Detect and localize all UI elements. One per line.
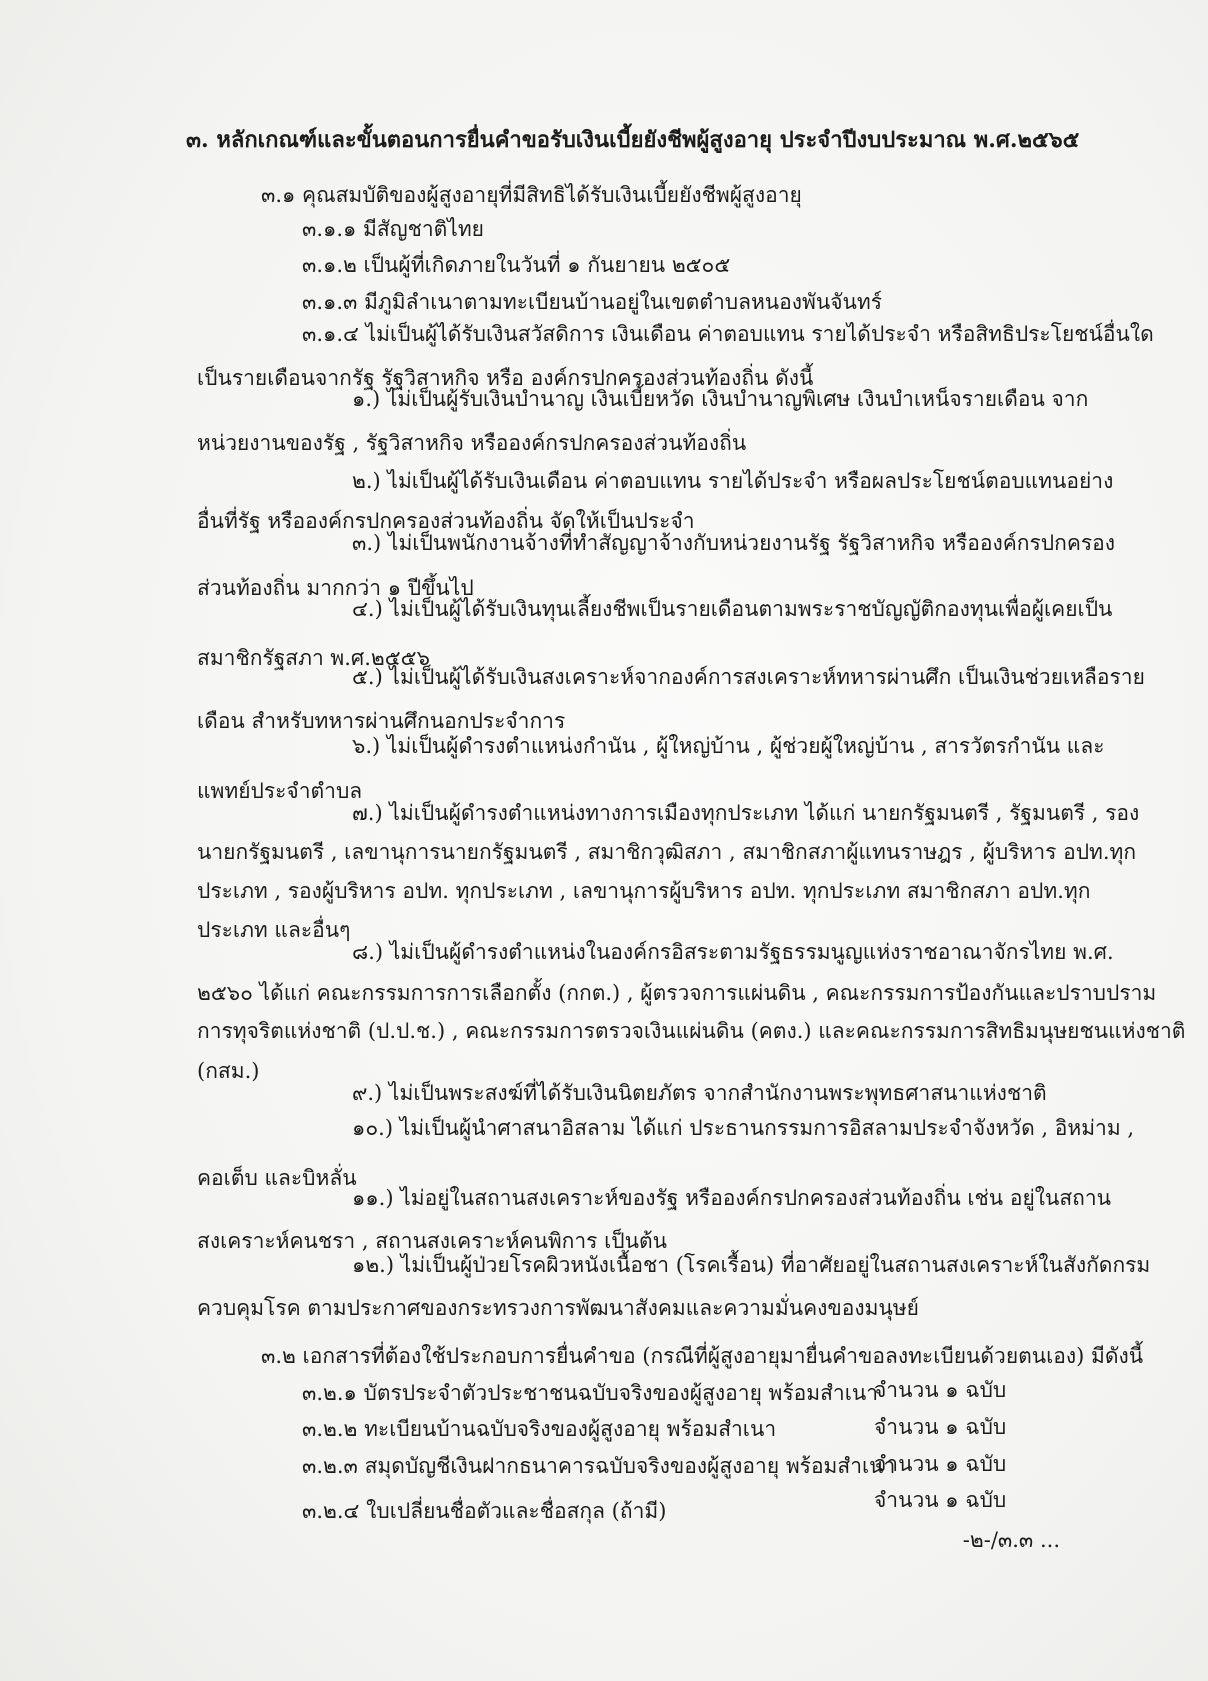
subitem-8-continuation-3: (กสม.): [197, 1059, 260, 1083]
subitem-12-continuation: ควบคุมโรค ตามประกาศของกระทรวงการพัฒนาสังคมและความมั่นคงของมนุษย์: [197, 1296, 919, 1320]
doc-3-2-1-quantity: จำนวน ๑ ฉบับ: [874, 1378, 1007, 1402]
subitem-11-continuation: สงเคราะห์คนชรา , สถานสงเคราะห์คนพิการ เป็นต้น: [197, 1229, 667, 1253]
subitem-7-continuation-1: นายกรัฐมนตรี , เลขานุการนายกรัฐมนตรี , สมาชิกวุฒิสภา , สมาชิกสภาผู้แทนราษฎร , ผู้บริหาร อปท.ทุก: [197, 840, 1137, 864]
subitem-8-continuation-1: ๒๕๖๐ ได้แก่ คณะกรรมการการเลือกตั้ง (กกต.) , ผู้ตรวจการแผ่นดิน , คณะกรรมการป้องกันและปราบปราม: [197, 981, 1157, 1005]
doc-3-2-4-label: ๓.๒.๔ ใบเปลี่ยนชื่อตัวและชื่อสกุล (ถ้ามี): [302, 1499, 667, 1523]
subitem-1-continuation: หน่วยงานของรัฐ , รัฐวิสาหกิจ หรือองค์กรปกครองส่วนท้องถิ่น: [197, 431, 747, 455]
subitem-5-continuation: เดือน สำหรับทหารผ่านศึกนอกประจำการ: [197, 709, 566, 733]
subitem-8-continuation-2: การทุจริตแห่งชาติ (ป.ป.ช.) , คณะกรรมการตรวจเงินแผ่นดิน (คตง.) และคณะกรรมการสิทธิมนุษยชนแห่งชาติ: [197, 1019, 1186, 1043]
subitem-2-continuation: อื่นที่รัฐ หรือองค์กรปกครองส่วนท้องถิ่น จัดให้เป็นประจำ: [197, 509, 695, 533]
subitem-6: ๖.) ไม่เป็นผู้ดำรงตำแหน่งกำนัน , ผู้ใหญ่บ้าน , ผู้ช่วยผู้ใหญ่บ้าน , สารวัตรกำนัน และ: [352, 734, 1105, 758]
subitem-5: ๕.) ไม่เป็นผู้ได้รับเงินสงเคราะห์จากองค์การสงเคราะห์ทหารผ่านศึก เป็นเงินช่วยเหลือราย: [352, 665, 1145, 689]
subitem-3-continuation: ส่วนท้องถิ่น มากกว่า ๑ ปีขึ้นไป: [197, 576, 474, 600]
subitem-7-continuation-3: ประเภท และอื่นๆ: [197, 918, 351, 942]
subitem-2: ๒.) ไม่เป็นผู้ได้รับเงินเดือน ค่าตอบแทน รายได้ประจำ หรือผลประโยชน์ตอบแทนอย่าง: [352, 469, 1114, 493]
section-3-1-title: ๓.๑ คุณสมบัติของผู้สูงอายุที่มีสิทธิได้รับเงินเบี้ยยังชีพผู้สูงอายุ: [261, 183, 802, 207]
subitem-7: ๗.) ไม่เป็นผู้ดำรงตำแหน่งทางการเมืองทุกประเภท ได้แก่ นายกรัฐมนตรี , รัฐมนตรี , รอง: [352, 801, 1140, 825]
doc-3-2-1-label: ๓.๒.๑ บัตรประจำตัวประชาชนฉบับจริงของผู้สูงอายุ พร้อมสำเนา: [302, 1381, 879, 1405]
subitem-4-continuation: สมาชิกรัฐสภา พ.ศ.๒๕๕๖: [197, 646, 430, 670]
subitem-9: ๙.) ไม่เป็นพระสงฆ์ที่ได้รับเงินนิตยภัตร จากสำนักงานพระพุทธศาสนาแห่งชาติ: [352, 1081, 1047, 1105]
subitem-7-continuation-2: ประเภท , รองผู้บริหาร อปท. ทุกประเภท , เลขานุการผู้บริหาร อปท. ทุกประเภท สมาชิกสภา อปท.ทุก: [197, 879, 1091, 903]
item-3-1-2: ๓.๑.๒ เป็นผู้ที่เกิดภายในวันที่ ๑ กันยายน ๒๕๐๕: [302, 253, 731, 277]
subitem-8: ๘.) ไม่เป็นผู้ดำรงตำแหน่งในองค์กรอิสระตามรัฐธรรมนูญแห่งราชอาณาจักรไทย พ.ศ.: [352, 940, 1114, 964]
doc-3-2-2-quantity: จำนวน ๑ ฉบับ: [874, 1415, 1007, 1439]
subitem-6-continuation: แพทย์ประจำตำบล: [197, 779, 363, 803]
doc-3-2-3-label: ๓.๒.๓ สมุดบัญชีเงินฝากธนาคารฉบับจริงของผู้สูงอายุ พร้อมสำเนา: [302, 1454, 896, 1478]
subitem-11: ๑๑.) ไม่อยู่ในสถานสงเคราะห์ของรัฐ หรือองค์กรปกครองส่วนท้องถิ่น เช่น อยู่ในสถาน: [352, 1186, 1112, 1210]
subitem-12: ๑๒.) ไม่เป็นผู้ป่วยโรคผิวหนังเนื้อชา (โรคเรื้อน) ที่อาศัยอยู่ในสถานสงเคราะห์ในสังกัดกรม: [352, 1253, 1151, 1277]
section-heading: ๓. หลักเกณฑ์และขั้นตอนการยื่นคำขอรับเงินเบี้ยยังชีพผู้สูงอายุ ประจำปีงบประมาณ พ.ศ.๒๕๖๕: [186, 127, 1080, 153]
doc-3-2-4-quantity: จำนวน ๑ ฉบับ: [874, 1488, 1007, 1512]
item-3-1-3: ๓.๑.๓ มีภูมิลำเนาตามทะเบียนบ้านอยู่ในเขตตำบลหนองพันจันทร์: [302, 290, 882, 314]
item-3-1-1: ๓.๑.๑ มีสัญชาติไทย: [302, 217, 484, 241]
section-3-2-title: ๓.๒ เอกสารที่ต้องใช้ประกอบการยื่นคำขอ (กรณีที่ผู้สูงอายุมายื่นคำขอลงทะเบียนด้วยตนเอง) มีดังนี้: [261, 1344, 1144, 1368]
subitem-1: ๑.) ไม่เป็นผู้รับเงินบำนาญ เงินเบี้ยหวัด เงินบำนาญพิเศษ เงินบำเหน็จรายเดือน จาก: [352, 387, 1089, 411]
item-3-1-4-continuation: เป็นรายเดือนจากรัฐ รัฐวิสาหกิจ หรือ องค์กรปกครองส่วนท้องถิ่น ดังนี้: [197, 366, 814, 390]
doc-3-2-3-quantity: จำนวน ๑ ฉบับ: [874, 1452, 1007, 1476]
page-continuation-marker: -๒-/๓.๓ ...: [962, 1528, 1060, 1552]
subitem-3: ๓.) ไม่เป็นพนักงานจ้างที่ทำสัญญาจ้างกับหน่วยงานรัฐ รัฐวิสาหกิจ หรือองค์กรปกครอง: [352, 531, 1116, 555]
subitem-10: ๑๐.) ไม่เป็นผู้นำศาสนาอิสลาม ได้แก่ ประธานกรรมการอิสลามประจำจังหวัด , อิหม่าม ,: [352, 1116, 1135, 1140]
item-3-1-4: ๓.๑.๔ ไม่เป็นผู้ได้รับเงินสวัสดิการ เงินเดือน ค่าตอบแทน รายได้ประจำ หรือสิทธิประโยชน์อื่นใด: [302, 322, 1154, 346]
doc-3-2-2-label: ๓.๒.๒ ทะเบียนบ้านฉบับจริงของผู้สูงอายุ พร้อมสำเนา: [302, 1417, 777, 1441]
subitem-10-continuation: คอเต็บ และบิหลั่น: [197, 1166, 357, 1190]
subitem-4: ๔.) ไม่เป็นผู้ได้รับเงินทุนเลี้ยงชีพเป็นรายเดือนตามพระราชบัญญัติกองทุนเพื่อผู้เคยเป็น: [352, 597, 1113, 621]
